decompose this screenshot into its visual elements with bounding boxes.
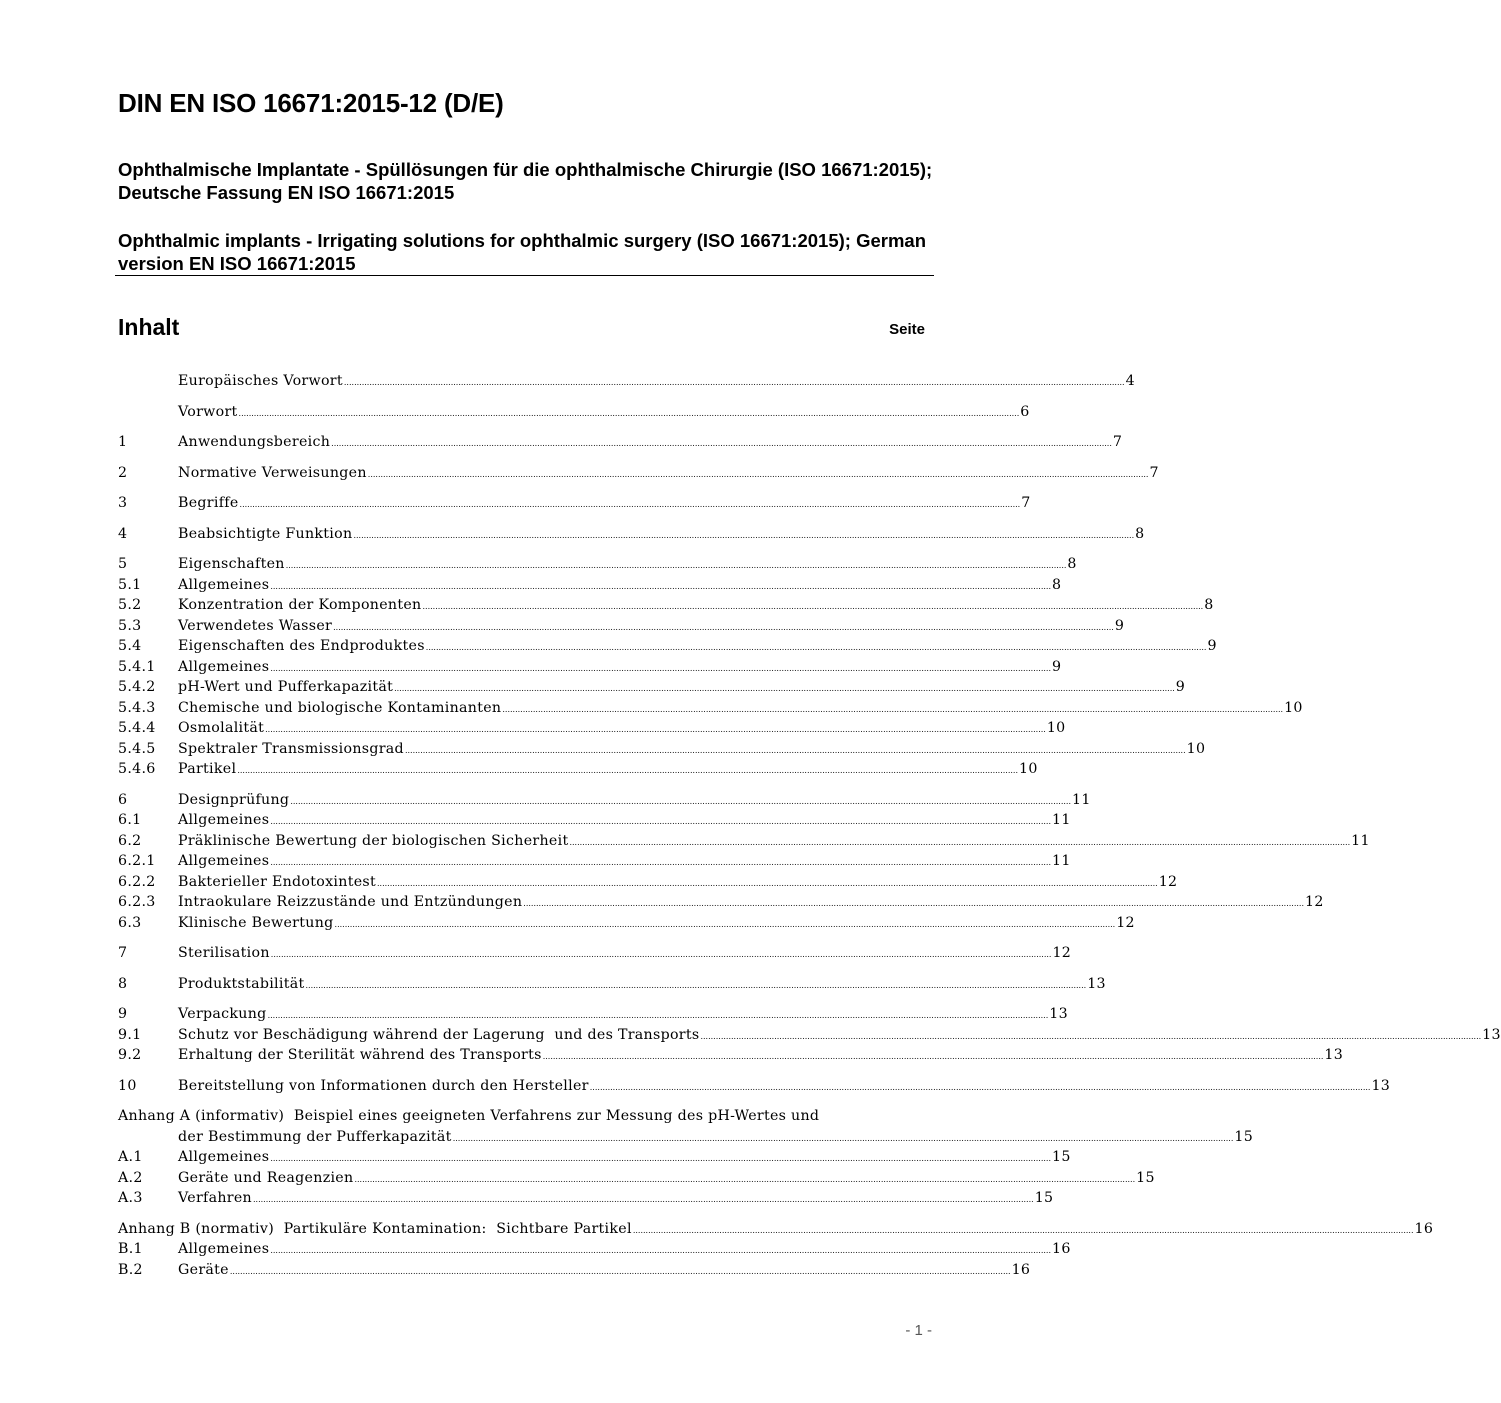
toc-entry-label: Allgemeines — [178, 1149, 270, 1165]
toc-entry-5-4[interactable] — [118, 636, 1217, 657]
toc-entry-page: 16 — [1414, 1220, 1434, 1237]
toc-heading: Inhalt — [118, 314, 180, 340]
dot-leader — [286, 554, 1067, 577]
toc-entry-label: Spektraler Transmissionsgrad — [178, 740, 404, 757]
toc-entry-number: 6 — [118, 791, 128, 808]
dot-leader — [239, 402, 1020, 425]
dot-leader — [270, 810, 1051, 833]
dot-leader — [426, 636, 1207, 659]
toc-entry-label: Eigenschaften — [178, 556, 285, 572]
toc-entry-number: 7 — [118, 945, 128, 961]
dot-leader — [270, 851, 1051, 874]
toc-entry-label: Produktstabilität — [178, 975, 305, 992]
toc-entry-label: Europäisches Vorwort — [178, 373, 343, 389]
toc-entry-number: 9.2 — [118, 1047, 142, 1063]
dot-leader — [377, 872, 1158, 895]
toc-entry-page: 15 — [1234, 1128, 1254, 1145]
toc-entry-page: 9 — [1052, 658, 1062, 675]
toc-entry-page: 8 — [1067, 556, 1077, 572]
toc-entry-label: Verfahren — [178, 1190, 252, 1206]
toc-entry-3[interactable] — [118, 493, 1031, 514]
toc-entry-9-1[interactable] — [118, 1025, 1501, 1046]
toc-entry-page: 12 — [1158, 873, 1178, 890]
toc-entry-5-4-5[interactable] — [118, 739, 1206, 760]
toc-entry-number: 6.3 — [118, 914, 142, 931]
toc-entry-page: 9 — [1207, 638, 1217, 654]
toc-entry-label: Schutz vor Beschädigung während der Lagerung und des Transports — [178, 1026, 700, 1043]
toc-entry-label: Osmolalität — [178, 720, 265, 736]
toc-entry-annex-b[interactable] — [118, 1219, 1434, 1240]
toc-entry-page: 16 — [1011, 1261, 1031, 1278]
toc-entry-number: 5.4 — [118, 638, 142, 654]
toc-entry-number: 2 — [118, 464, 128, 481]
toc-entry-label: der Bestimmung der Pufferkapazität — [178, 1128, 452, 1145]
dot-leader — [633, 1219, 1414, 1242]
toc-entry-page: 10 — [1046, 720, 1066, 736]
toc-entry-9-2[interactable] — [118, 1045, 1344, 1066]
toc-entry-page: 7 — [1112, 434, 1123, 450]
page-number: - 1 - — [905, 1322, 932, 1339]
dot-leader — [237, 759, 1018, 782]
toc-entry-label: Präklinische Bewertung der biologischen Sicherheit — [178, 832, 569, 849]
toc-entry-5-4-2[interactable] — [118, 677, 1186, 698]
toc-entry-label: Konzentration der Komponenten — [178, 597, 422, 613]
toc-entry-page: 11 — [1072, 791, 1091, 808]
dot-leader — [523, 892, 1304, 915]
toc-entry-label: Allgemeines — [178, 853, 270, 869]
toc-entry-label: Eigenschaften des Endproduktes — [178, 638, 425, 654]
toc-entry-7[interactable] — [118, 943, 1072, 964]
toc-entry-europaeisches-vorwort[interactable] — [118, 371, 1135, 392]
toc-entry-label: Begriffe — [178, 495, 239, 511]
toc-entry-label: Anhang B (normativ) Partikuläre Kontamination: Sichtbare Partikel — [118, 1220, 632, 1237]
toc-entry-number: 8 — [118, 975, 128, 992]
dot-leader — [354, 1168, 1135, 1191]
dot-leader — [423, 595, 1204, 618]
toc-entry-number: 6.1 — [118, 812, 142, 828]
toc-entry-a-1[interactable] — [118, 1147, 1071, 1168]
dot-leader — [590, 1076, 1371, 1099]
dot-leader — [270, 1147, 1051, 1170]
toc-entry-label: Verwendetes Wasser — [178, 617, 333, 634]
dot-leader — [240, 493, 1021, 516]
toc-entry-5-4-3[interactable] — [118, 698, 1303, 719]
toc-entry-6-2-3[interactable] — [118, 892, 1324, 913]
toc-entry-6-3[interactable] — [118, 913, 1135, 934]
toc-entry-number: 5 — [118, 556, 128, 572]
toc-entry-number: 5.4.2 — [118, 679, 156, 695]
table-of-contents — [118, 371, 1501, 1280]
toc-entry-page: 8 — [1052, 576, 1062, 593]
toc-entry-label: Allgemeines — [178, 576, 270, 593]
dot-leader — [265, 718, 1046, 741]
toc-entry-page: 11 — [1052, 853, 1071, 869]
dot-leader — [700, 1025, 1481, 1048]
toc-entry-label: Vorwort — [178, 403, 238, 420]
toc-entry-label: Geräte — [178, 1261, 229, 1278]
toc-entry-page: 10 — [1019, 761, 1038, 777]
toc-entry-number: 5.3 — [118, 617, 142, 634]
toc-entry-number: 5.1 — [118, 576, 142, 593]
dot-leader — [333, 616, 1114, 639]
dot-leader — [331, 432, 1112, 455]
toc-entry-page: 12 — [1305, 894, 1324, 910]
toc-entry-page: 16 — [1052, 1241, 1071, 1257]
dot-leader — [453, 1127, 1234, 1150]
dot-leader — [270, 575, 1051, 598]
toc-entry-9[interactable] — [118, 1004, 1068, 1025]
toc-entry-6[interactable] — [118, 790, 1091, 811]
toc-entry-page: 7 — [1149, 464, 1159, 481]
toc-entry-number: 5.4.3 — [118, 699, 156, 716]
toc-entry-annex-a[interactable] — [118, 1106, 1254, 1147]
toc-entry-5-2[interactable] — [118, 595, 1214, 616]
dot-leader — [394, 677, 1175, 700]
toc-entry-page: 15 — [1136, 1169, 1155, 1186]
toc-entry-label: Designprüfung — [178, 791, 290, 808]
toc-entry-number: 10 — [118, 1077, 137, 1094]
dot-leader — [270, 657, 1051, 680]
toc-entry-label: Allgemeines — [178, 812, 270, 828]
dot-leader — [335, 913, 1116, 936]
toc-entry-page: 12 — [1116, 914, 1135, 931]
toc-entry-8[interactable] — [118, 974, 1106, 995]
toc-entry-label: Chemische und biologische Kontaminanten — [178, 699, 502, 716]
toc-entry-page: 12 — [1052, 945, 1072, 961]
toc-entry-label: Klinische Bewertung — [178, 914, 334, 931]
toc-entry-number: 5.4.1 — [118, 658, 156, 675]
toc-entry-number: 4 — [118, 525, 128, 542]
subtitle-english: Ophthalmic implants - Irrigating solutions for ophthalmic surgery (ISO 16671:2015); German version EN ISO 16671:2015 — [118, 230, 927, 274]
toc-entry-label: Verpackung — [178, 1006, 267, 1022]
dot-leader — [543, 1045, 1324, 1068]
toc-entry-number: 6.2.3 — [118, 894, 156, 910]
toc-entry-page: 6 — [1020, 403, 1030, 420]
toc-entry-1[interactable] — [118, 432, 1123, 453]
dot-leader — [290, 790, 1071, 813]
subtitle-german: Ophthalmische Implantate - Spüllösungen für die ophthalmische Chirurgie (ISO 16671:2015); Deutsche Fassung EN ISO 16671:2015 — [118, 159, 933, 203]
toc-entry-label: Geräte und Reagenzien — [178, 1169, 354, 1186]
toc-entry-number: 5.4.4 — [118, 720, 156, 736]
toc-entry-number: 6.2 — [118, 832, 142, 849]
toc-entry-label: Sterilisation — [178, 945, 270, 961]
toc-entry-page: 15 — [1034, 1190, 1054, 1206]
toc-entry-label: Allgemeines — [178, 1241, 270, 1257]
toc-entry-page: 9 — [1175, 679, 1186, 695]
toc-entry-page: 15 — [1052, 1149, 1071, 1165]
toc-entry-2[interactable] — [118, 463, 1159, 484]
dot-leader — [253, 1188, 1034, 1211]
toc-entry-number: B.2 — [118, 1261, 143, 1278]
dot-leader — [271, 943, 1052, 966]
toc-entry-page: 10 — [1284, 699, 1303, 716]
toc-entry-page: 7 — [1021, 495, 1031, 511]
toc-entry-page: 11 — [1351, 832, 1370, 849]
toc-entry-label: Partikel — [178, 761, 237, 777]
toc-entry-label: Erhaltung der Sterilität während des Transports — [178, 1047, 542, 1063]
toc-entry-number: 3 — [118, 495, 128, 511]
toc-entry-6-2-2[interactable] — [118, 872, 1178, 893]
toc-entry-a-3[interactable] — [118, 1188, 1054, 1209]
toc-entry-page: 10 — [1186, 740, 1206, 757]
toc-entry-label: Bereitstellung von Informationen durch den Hersteller — [178, 1077, 589, 1094]
toc-entry-5[interactable] — [118, 554, 1077, 575]
toc-entry-5-3[interactable] — [118, 616, 1125, 637]
toc-entry-number: 6.2.2 — [118, 873, 156, 890]
toc-entry-5-4-6[interactable] — [118, 759, 1038, 780]
toc-entry-vorwort[interactable] — [118, 402, 1030, 423]
toc-entry-page: 4 — [1125, 373, 1135, 389]
dot-leader — [353, 524, 1134, 547]
toc-entry-b-2[interactable] — [118, 1260, 1031, 1281]
toc-entry-label: pH-Wert und Pufferkapazität — [178, 679, 394, 695]
toc-entry-number: 1 — [118, 434, 128, 450]
title-divider — [115, 275, 934, 276]
toc-entry-page: 13 — [1324, 1047, 1344, 1063]
dot-leader — [405, 739, 1186, 762]
toc-entry-5-4-1[interactable] — [118, 657, 1062, 678]
toc-entry-annex-a-title: Anhang A (informativ) Beispiel eines geeigneten Verfahrens zur Messung des pH-Wertes und — [118, 1108, 820, 1124]
dot-leader — [270, 1239, 1051, 1262]
toc-entry-annex-a-continuation — [118, 1127, 1254, 1148]
toc-entry-5-4-4[interactable] — [118, 718, 1066, 739]
toc-entry-label: Beabsichtigte Funktion — [178, 525, 353, 542]
toc-entry-page: 13 — [1482, 1026, 1501, 1043]
toc-entry-number: 5.4.5 — [118, 740, 156, 757]
dot-leader — [502, 698, 1283, 721]
toc-entry-number: 5.2 — [118, 597, 142, 613]
toc-entry-number: 6.2.1 — [118, 853, 156, 869]
toc-entry-6-2[interactable] — [118, 831, 1370, 852]
toc-entry-label: Bakterieller Endotoxintest — [178, 873, 376, 890]
toc-entry-number: 9.1 — [118, 1026, 142, 1043]
toc-entry-label: Normative Verweisungen — [178, 464, 367, 481]
dot-leader — [344, 371, 1125, 394]
toc-entry-10[interactable] — [118, 1076, 1391, 1097]
toc-entry-6-2-1[interactable] — [118, 851, 1071, 872]
toc-entry-page: 8 — [1135, 525, 1145, 542]
toc-entry-number: B.1 — [118, 1241, 143, 1257]
dot-leader — [569, 831, 1350, 854]
toc-entry-4[interactable] — [118, 524, 1145, 545]
toc-entry-page: 11 — [1052, 812, 1071, 828]
document-title: DIN EN ISO 16671:2015-12 (D/E) — [118, 88, 504, 118]
toc-entry-page: 8 — [1204, 597, 1214, 613]
toc-entry-6-1[interactable] — [118, 810, 1071, 831]
toc-entry-b-1[interactable] — [118, 1239, 1071, 1260]
toc-entry-label: Anwendungsbereich — [178, 434, 331, 450]
toc-entry-label: Allgemeines — [178, 658, 270, 675]
toc-entry-number: A.2 — [118, 1169, 143, 1186]
toc-entry-page: 13 — [1371, 1077, 1391, 1094]
dot-leader — [230, 1260, 1011, 1283]
toc-entry-page: 13 — [1087, 975, 1106, 992]
toc-entry-number: 5.4.6 — [118, 761, 156, 777]
toc-entry-number: 9 — [118, 1006, 128, 1022]
toc-entry-page: 13 — [1049, 1006, 1068, 1022]
toc-entry-page: 9 — [1114, 617, 1125, 634]
toc-page-column-label: Seite — [889, 321, 925, 338]
toc-entry-5-1[interactable] — [118, 575, 1062, 596]
dot-leader — [305, 974, 1086, 997]
toc-entry-a-2[interactable] — [118, 1168, 1155, 1189]
toc-entry-label: Intraokulare Reizzustände und Entzündungen — [178, 894, 523, 910]
toc-entry-number: A.3 — [118, 1190, 143, 1206]
dot-leader — [268, 1004, 1049, 1027]
dot-leader — [368, 463, 1149, 486]
toc-entry-number: A.1 — [118, 1149, 143, 1165]
